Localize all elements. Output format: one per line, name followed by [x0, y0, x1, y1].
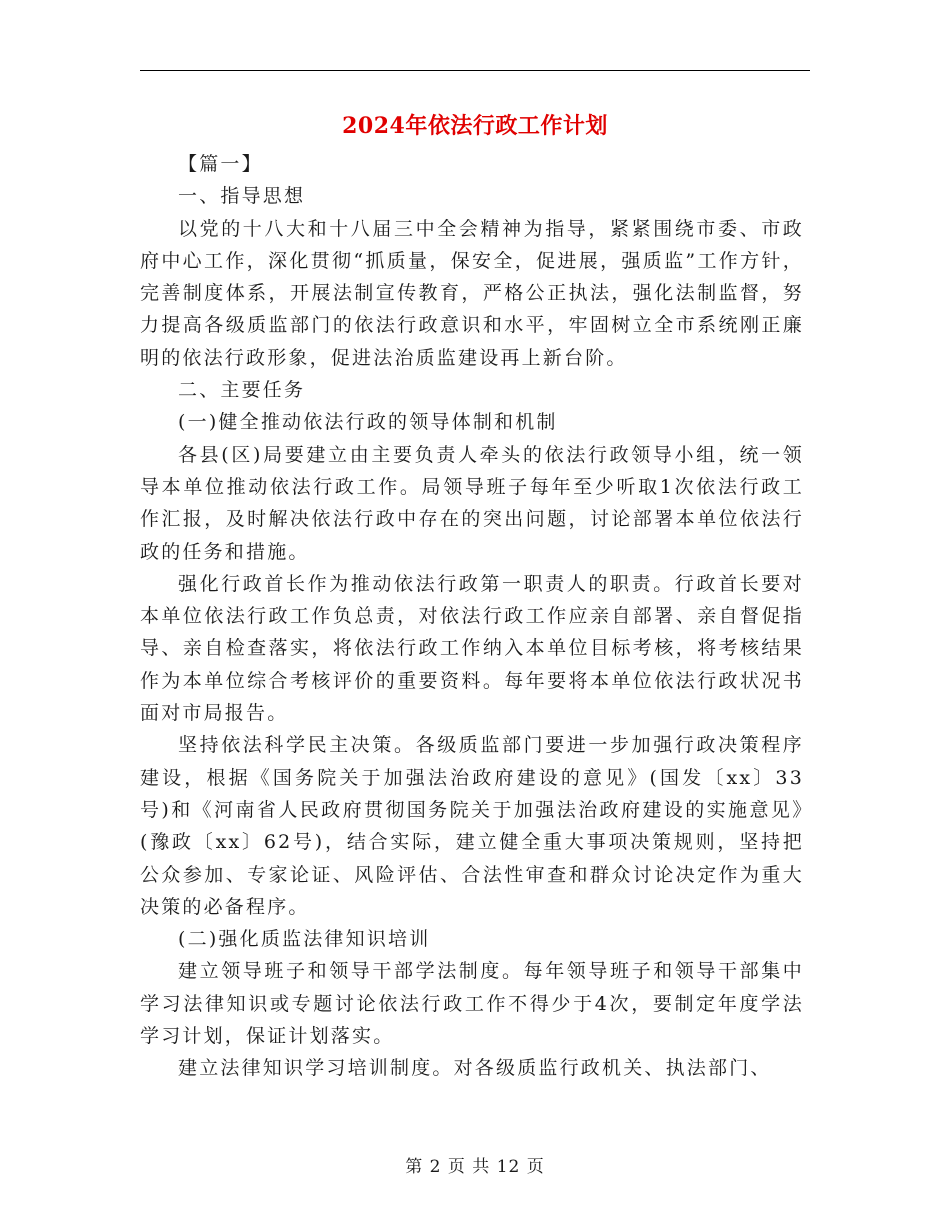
body-paragraph: 各县(区)局要建立由主要负责人牵头的依法行政领导小组，统一领导本单位推动依法行政工作。局领导班子每年至少听取1次依法行政工作汇报，及时解决依法行政中存在的突出问题，讨论部署本单位依法行政的任务和措施。	[140, 443, 804, 563]
subsection-heading: (一)健全推动依法行政的领导体制和机制	[178, 411, 558, 434]
section-heading: 一、指导思想	[178, 185, 306, 208]
subsection-heading: (二)强化质监法律知识培训	[178, 928, 431, 951]
document-title: 2024年依法行政工作计划	[342, 113, 608, 139]
body-paragraph: 以党的十八大和十八届三中全会精神为指导，紧紧围绕市委、市政府中心工作，深化贯彻“抓质量，保安全，促进展，强质监”工作方针，完善制度体系，开展法制宣传教育，严格公正执法，强化法制监督，努力提高各级质监部门的依法行政意识和水平，牢固树立全市系统刚正廉明的依法行政形象，促进法治质监建设再上新台阶。	[140, 217, 804, 369]
section-heading: 二、主要任务	[178, 379, 306, 402]
body-paragraph: 建立法律知识学习培训制度。对各级质监行政机关、执法部门、	[178, 1057, 772, 1080]
section-marker: 【篇一】	[178, 153, 263, 175]
header-rule	[140, 70, 810, 71]
body-paragraph: 建立领导班子和领导干部学法制度。每年领导班子和领导干部集中学习法律知识或专题讨论依法行政工作不得少于4次，要制定年度学法学习计划，保证计划落实。	[140, 960, 804, 1048]
body-paragraph: 强化行政首长作为推动依法行政第一职责人的职责。行政首长要对本单位依法行政工作负总责，对依法行政工作应亲自部署、亲自督促指导、亲自检查落实，将依法行政工作纳入本单位目标考核，将考核结果作为本单位综合考核评价的重要资料。每年要将本单位依法行政状况书面对市局报告。	[140, 572, 804, 725]
page-number-footer: 第 2 页 共 12 页	[405, 1157, 545, 1177]
body-paragraph: 坚持依法科学民主决策。各级质监部门要进一步加强行政决策程序建设，根据《国务院关于加强法治政府建设的意见》(国发〔xx〕33号)和《河南省人民政府贯彻国务院关于加强法治政府建设的实施意见》(豫政〔xx〕62号)，结合实际，建立健全重大事项决策规则，坚持把公众参加、专家论证、风险评估、合法性审查和群众讨论决定作为重大决策的必备程序。	[140, 734, 804, 918]
document-body	[140, 148, 804, 1085]
